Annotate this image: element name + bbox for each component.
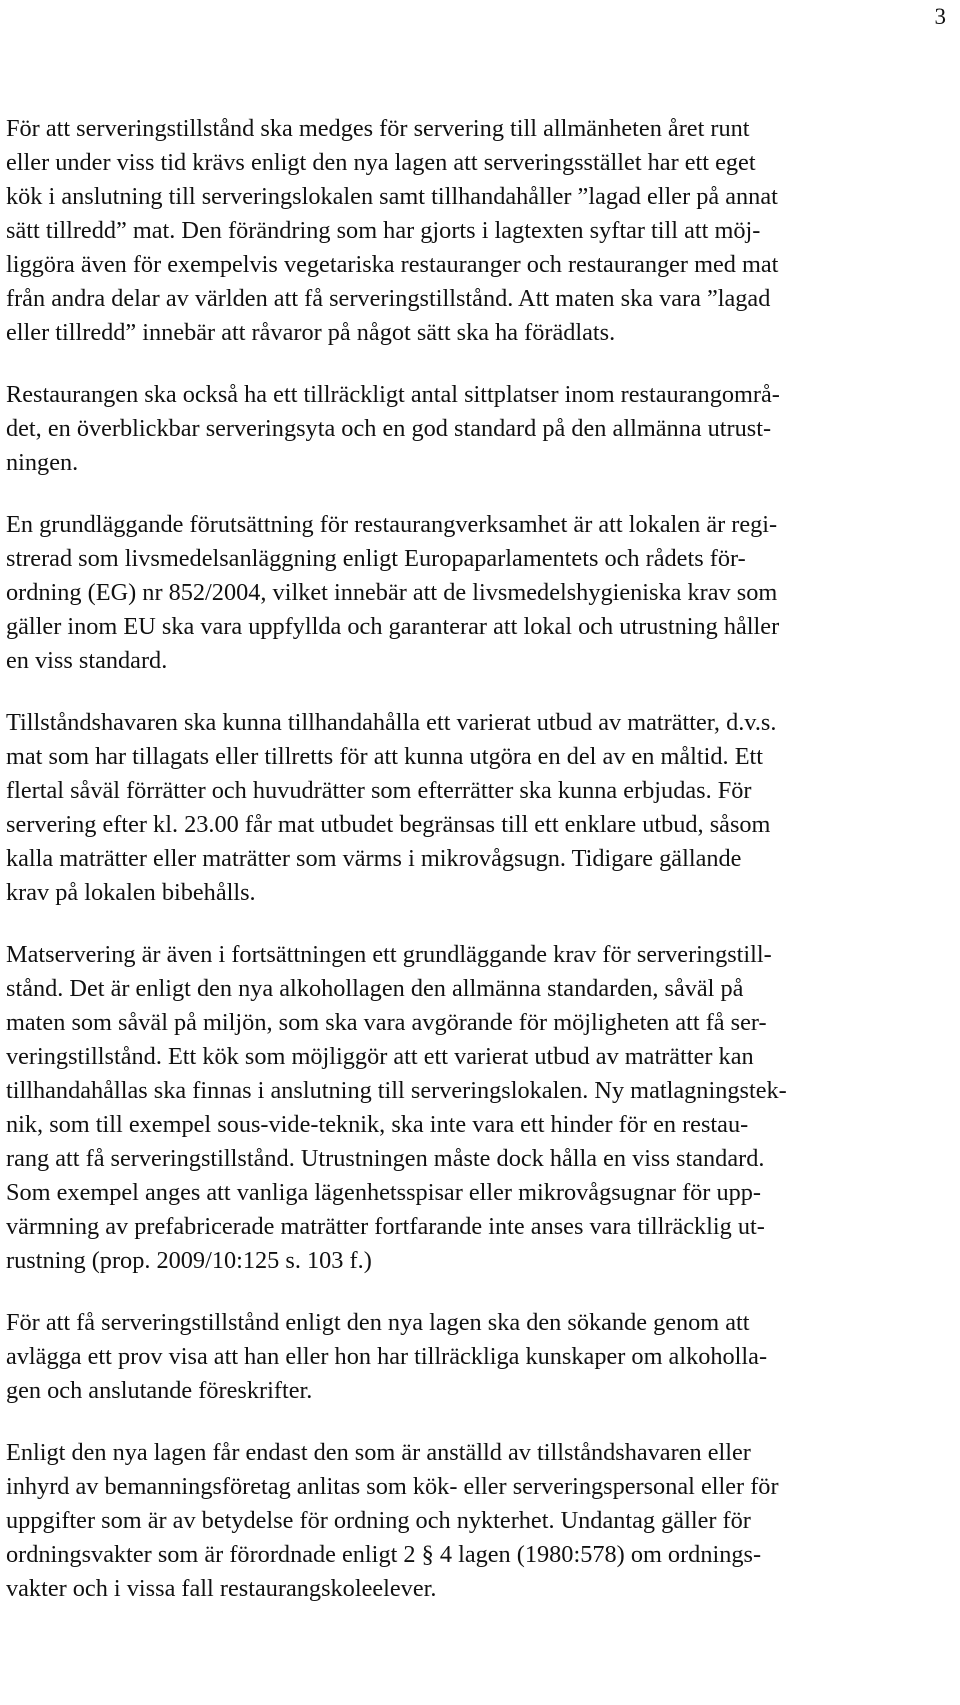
paragraph-prov [6,1306,958,1408]
text-line: ordningsvakter som är förordnade enligt 2 § 4 lagen (1980:578) om ordnings- [6,1541,762,1568]
text-line: kalla maträtter eller maträtter som värms i mikrovågsugn. Tidigare gällande [6,845,742,872]
text-line: avlägga ett prov visa att han eller hon har tillräckliga kunskaper om alkoholla- [6,1343,768,1370]
paragraph-serveringstillstand [6,112,958,350]
text-line: mat som har tillagats eller tillretts för att kunna utgöra en del av en måltid. Ett [6,743,764,770]
paragraph-sittplatser [6,378,958,480]
text-line: krav på lokalen bibehålls. [6,879,256,906]
text-line: ningen. [6,449,79,476]
text-line: stånd. Det är enligt den nya alkohollagen den allmänna standarden, såväl på [6,975,744,1002]
text-line: en viss standard. [6,647,168,674]
text-line: sätt tillredd” mat. Den förändring som har gjorts i lagtexten syftar till att möj- [6,217,761,244]
text-line: strerad som livsmedelsanläggning enligt Europaparlamentets och rådets för- [6,545,746,572]
page-number: 3 [934,4,946,29]
text-line: det, en överblickbar serveringsyta och en god standard på den allmänna utrust- [6,415,772,442]
paragraph-livsmedelsanlaggning [6,508,958,678]
text-line: nik, som till exempel sous-vide-teknik, ska inte vara ett hinder för en restau- [6,1111,749,1138]
text-line: vakter och i vissa fall restaurangskoleelever. [6,1575,437,1602]
text-line: Som exempel anges att vanliga lägenhetsspisar eller mikrovågsugnar för upp- [6,1179,762,1206]
text-line: flertal såväl förrätter och huvudrätter som efterrätter ska kunna erbjudas. För [6,777,752,804]
text-line: tillhandahållas ska finnas i anslutning till serveringslokalen. Ny matlagningstek- [6,1077,787,1104]
text-line: inhyrd av bemanningsföretag anlitas som kök- eller serveringspersonal eller för [6,1473,779,1500]
text-line: maten som såväl på miljön, som ska vara avgörande för möjligheten att få ser- [6,1009,767,1036]
text-line: gäller inom EU ska vara uppfyllda och garanterar att lokal och utrustning håller [6,613,780,640]
text-line: veringstillstånd. Ett kök som möjliggör att ett varierat utbud av maträtter kan [6,1043,754,1070]
body-text [6,112,958,1634]
text-line: En grundläggande förutsättning för restaurangverksamhet är att lokalen är regi- [6,511,778,538]
text-line: Matservering är även i fortsättningen ett grundläggande krav för serveringstill- [6,941,772,968]
text-line: eller under viss tid krävs enligt den nya lagen att serveringsstället har ett eget [6,149,756,176]
text-line: rang att få serveringstillstånd. Utrustningen måste dock hålla en viss standard. [6,1145,765,1172]
text-line: För att få serveringstillstånd enligt den nya lagen ska den sökande genom att [6,1309,750,1336]
text-line: från andra delar av världen att få serveringstillstånd. Att maten ska vara ”lagad [6,285,771,312]
text-line: För att serveringstillstånd ska medges för servering till allmänheten året runt [6,115,750,142]
paragraph-matservering [6,938,958,1278]
text-line: servering efter kl. 23.00 får mat utbudet begränsas till ett enklare utbud, såsom [6,811,771,838]
text-line: Enligt den nya lagen får endast den som är anställd av tillståndshavaren eller [6,1439,751,1466]
paragraph-personal [6,1436,958,1606]
text-line: värmning av prefabricerade maträtter fortfarande inte anses vara tillräcklig ut- [6,1213,765,1240]
text-line: ordning (EG) nr 852/2004, vilket innebär att de livsmedelshygieniska krav som [6,579,778,606]
text-line: Tillståndshavaren ska kunna tillhandahålla ett varierat utbud av maträtter, d.v.s. [6,709,777,736]
text-line: kök i anslutning till serveringslokalen samt tillhandahåller ”lagad eller på annat [6,183,778,210]
text-line: gen och anslutande föreskrifter. [6,1377,313,1404]
text-line: liggöra även för exempelvis vegetariska restauranger och restauranger med mat [6,251,779,278]
paragraph-utbud [6,706,958,910]
text-line: rustning (prop. 2009/10:125 s. 103 f.) [6,1247,372,1274]
text-line: uppgifter som är av betydelse för ordning och nykterhet. Undantag gäller för [6,1507,751,1534]
text-line: eller tillredd” innebär att råvaror på något sätt ska ha förädlats. [6,319,616,346]
text-line: Restaurangen ska också ha ett tillräckligt antal sittplatser inom restaurangområ- [6,381,780,408]
